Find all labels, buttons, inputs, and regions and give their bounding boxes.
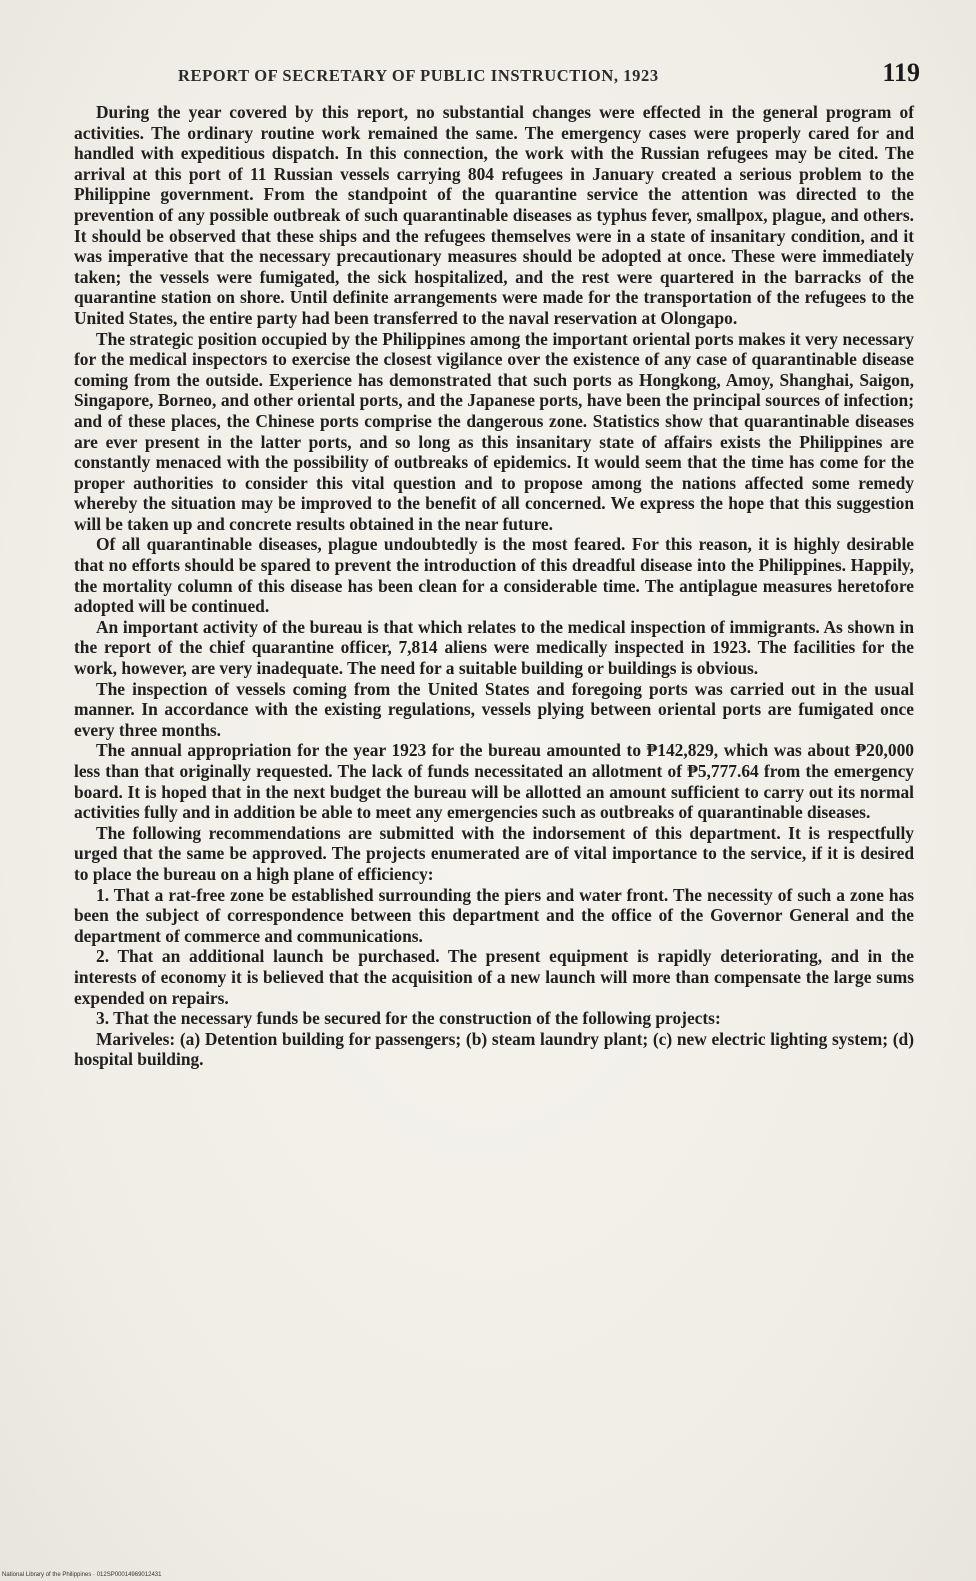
paragraph-recommendations-intro: The following recommendations are submitted with the indorsement of this department. It is respectfully urged that the same be approved. The projects enumerated are of vital importance to the service, if it is desired to place the bureau on a high plane of efficiency: [74, 822, 914, 884]
scan-footer-note: National Library of the Philippines · 012SP00014969012431 [2, 1572, 162, 1578]
running-head: REPORT OF SECRETARY OF PUBLIC INSTRUCTION, 1923 [178, 66, 659, 85]
paragraph-russian-refugees: During the year covered by this report, no substantial changes were effected in the general program of activities. The ordinary routine work remained the same. The emergency cases were properly cared for and handled with expeditious dispatch. In this connection, the work with the Russian refugees may be cited. The arrival at this port of 11 Russian vessels carrying 804 refugees in January created a serious problem to the Philippine government. From the standpoint of the quarantine service the attention was directed to the prevention of any possible outbreak of such quarantinable diseases as typhus fever, smallpox, plague, and others. It should be observed that these ships and the refugees themselves were in a state of insanitary condition, and it was imperative that the necessary precautionary measures should be adopted at once. These were immediately taken; the vessels were fumigated, the sick hospitalized, and the rest were quartered in the barracks of the quarantine station on shore. Until definite arrangements were made for the transportation of the refugees to the United States, the entire party had been transferred to the naval reservation at Olongapo. [74, 102, 914, 328]
page-header [178, 58, 926, 92]
recommendation-1: 1. That a rat-free zone be established surrounding the piers and water front. The necessity of such a zone has been the subject of correspondence between this department and the office of the Governor General and the department of commerce and communications. [74, 884, 914, 946]
recommendation-2: 2. That an additional launch be purchased. The present equipment is rapidly deteriorating, and in the interests of economy it is believed that the acquisition of a new launch will more than compensate the large sums expended on repairs. [74, 946, 914, 1008]
mariveles-projects: Mariveles: (a) Detention building for passengers; (b) steam laundry plant; (c) new electric lighting system; (d) hospital building. [74, 1028, 914, 1070]
report-body [74, 102, 914, 1070]
paragraph-vessel-inspection: The inspection of vessels coming from the United States and foregoing ports was carried out in the usual manner. In accordance with the existing regulations, vessels plying between oriental ports are fumigated once every three months. [74, 678, 914, 740]
paragraph-appropriation: The annual appropriation for the year 1923 for the bureau amounted to ₱142,829, which was about ₱20,000 less than that originally requested. The lack of funds necessitated an allotment of ₱5,777.64 from the emergency board. It is hoped that in the next budget the bureau will be allotted an amount sufficient to carry out its normal activities fully and in addition be able to meet any emergencies such as outbreaks of quarantinable diseases. [74, 740, 914, 823]
recommendation-3: 3. That the necessary funds be secured for the construction of the following projects: [96, 1008, 721, 1029]
paragraph-immigrant-inspection: An important activity of the bureau is that which relates to the medical inspection of immigrants. As shown in the report of the chief quarantine officer, 7,814 aliens were medically inspected in 1923. The facilities for the work, however, are very inadequate. The need for a suitable building or buildings is obvious. [74, 616, 914, 679]
paragraph-strategic-position: The strategic position occupied by the Philippines among the important oriental ports makes it very necessary for the medical inspectors to exercise the closest vigilance over the existence of any case of quarantinable disease coming from the outside. Experience has demonstrated that such ports as Hongkong, Amoy, Shanghai, Saigon, Singapore, Borneo, and other oriental ports, and the Japanese ports, have been the principal sources of infection; and of these places, the Chinese ports comprise the dangerous zone. Statistics show that quarantinable diseases are ever present in the latter ports, and so long as this insanitary state of affairs exists the Philippines are constantly menaced with the possibility of outbreaks of epidemics. It would seem that the time has come for the proper authorities to consider this vital question and to propose among the nations affected some remedy whereby the situation may be improved to the benefit of all concerned. We express the hope that this suggestion will be taken up and concrete results obtained in the near future. [74, 328, 914, 534]
paragraph-plague: Of all quarantinable diseases, plague undoubtedly is the most feared. For this reason, it is highly desirable that no efforts should be spared to prevent the introduction of this dreadful disease into the Philippines. Happily, the mortality column of this disease has been clean for a considerable time. The antiplague measures heretofore adopted will be continued. [74, 534, 914, 617]
page-number: 119 [882, 58, 920, 87]
